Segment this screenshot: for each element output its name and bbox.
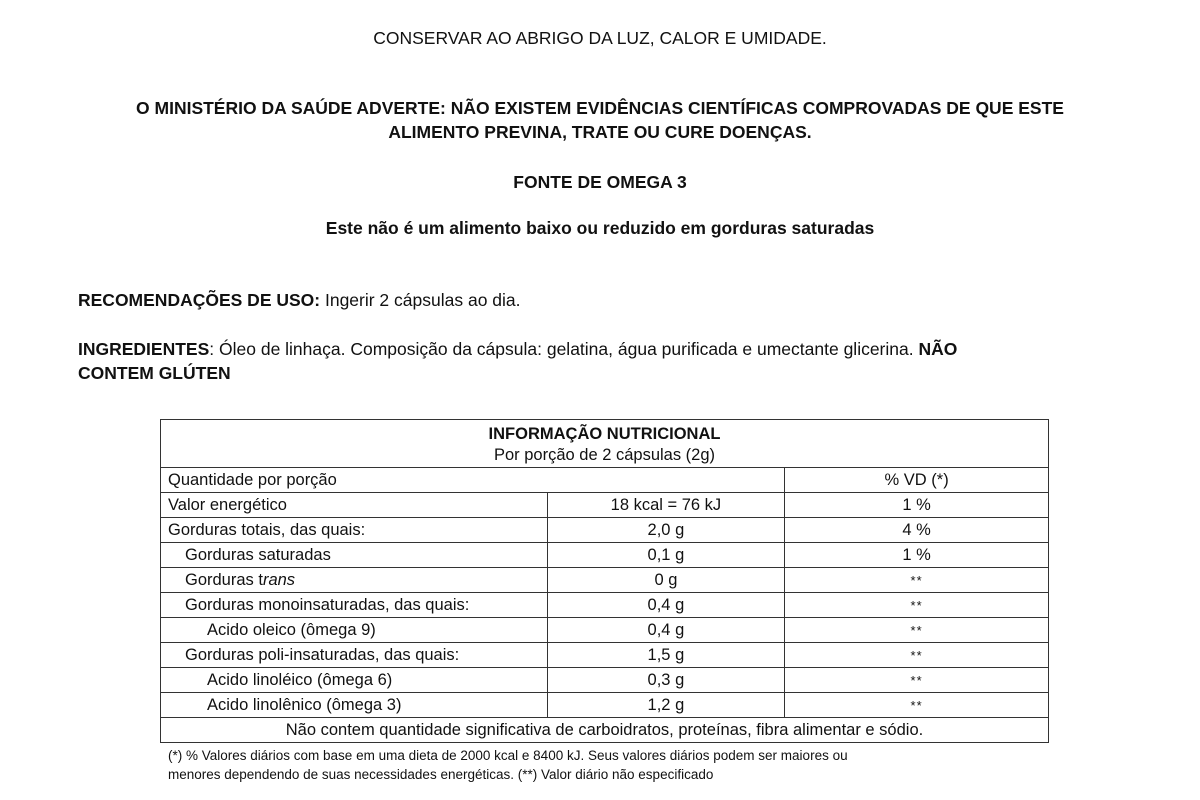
footnote-line-2: menores dependendo de suas necessidades energéticas. (**) Valor diário não especificado: [168, 767, 714, 782]
nutrient-name: Valor energético: [161, 493, 548, 518]
table-row: [161, 493, 1049, 518]
nutrient-amount: 0 g: [547, 568, 785, 593]
nutrient-name-prefix: Gorduras t: [185, 570, 263, 589]
nutrient-name: Gorduras monoinsaturadas, das quais:: [161, 593, 548, 618]
nutrient-amount: 18 kcal = 76 kJ: [547, 493, 785, 518]
nutrition-column-header-row: [161, 468, 1049, 493]
nutrient-amount: 0,1 g: [547, 543, 785, 568]
usage-text: Ingerir 2 cápsulas ao dia.: [320, 290, 521, 310]
table-row: [161, 668, 1049, 693]
table-row: [161, 643, 1049, 668]
table-row: [161, 693, 1049, 718]
nutrient-amount: 0,3 g: [547, 668, 785, 693]
nutrient-dv: **: [785, 568, 1049, 593]
table-row: [161, 593, 1049, 618]
nutrition-table-title: INFORMAÇÃO NUTRICIONAL: [488, 425, 721, 443]
table-row: [161, 568, 1049, 593]
saturated-fat-notice: Este não é um alimento baixo ou reduzido em gorduras saturadas: [325, 218, 875, 238]
nutrient-dv: **: [785, 618, 1049, 643]
column-header-quantity: Quantidade por porção: [161, 468, 785, 493]
footnote: [168, 746, 1048, 784]
nutrition-table-header-row: [161, 420, 1049, 468]
nutrient-name: Gorduras totais, das quais:: [161, 518, 548, 543]
column-header-dv: % VD (*): [785, 468, 1049, 493]
omega-claim: FONTE DE OMEGA 3: [513, 172, 687, 192]
nutrient-dv: **: [785, 693, 1049, 718]
nutrient-dv: 1 %: [785, 543, 1049, 568]
nutrient-amount: 0,4 g: [547, 593, 785, 618]
footnote-line-1: (*) % Valores diários com base em uma dieta de 2000 kcal e 8400 kJ. Seus valores diários podem ser maiores ou: [168, 748, 848, 763]
nutrition-table-portion: Por porção de 2 cápsulas (2g): [493, 446, 716, 464]
ministry-warning-line-1: O MINISTÉRIO DA SAÚDE ADVERTE: NÃO EXISTEM EVIDÊNCIAS CIENTÍFICAS COMPROVADAS DE QUE ESTE: [136, 98, 1064, 118]
nutrient-name: Acido linolênico (ômega 3): [161, 693, 548, 718]
ministry-warning: [50, 96, 1150, 144]
nutrient-name: Acido linoléico (ômega 6): [161, 668, 548, 693]
nutrient-amount: 2,0 g: [547, 518, 785, 543]
gluten-notice-start: NÃO: [918, 339, 958, 359]
usage-label: RECOMENDAÇÕES DE USO:: [78, 290, 321, 310]
nutrient-name: Gorduras poli-insaturadas, das quais:: [161, 643, 548, 668]
nutrition-bottom-note-row: [161, 718, 1049, 743]
nutrient-name: Gorduras saturadas: [161, 543, 548, 568]
usage-recommendation: [78, 288, 1138, 312]
table-row: [161, 543, 1049, 568]
nutrition-bottom-note: Não contem quantidade significativa de carboidratos, proteínas, fibra alimentar e sódio.: [161, 718, 1049, 743]
nutrient-dv: **: [785, 668, 1049, 693]
nutrient-name-italic: rans: [262, 570, 296, 589]
table-row: [161, 618, 1049, 643]
ingredients-label: INGREDIENTES: [78, 339, 210, 359]
nutrient-dv: **: [785, 593, 1049, 618]
nutrient-amount: 0,4 g: [547, 618, 785, 643]
nutrition-table-header: [161, 420, 1049, 468]
nutrient-amount: 1,2 g: [547, 693, 785, 718]
table-row: [161, 518, 1049, 543]
nutrient-dv: 1 %: [785, 493, 1049, 518]
nutrient-name: Acido oleico (ômega 9): [161, 618, 548, 643]
nutrient-name: [161, 568, 548, 593]
nutrient-amount: 1,5 g: [547, 643, 785, 668]
nutrient-dv: **: [785, 643, 1049, 668]
gluten-notice-end: CONTEM GLÚTEN: [78, 363, 231, 383]
ingredients-text: : Óleo de linhaça. Composição da cápsula: gelatina, água purificada e umectante glicerina.: [209, 339, 919, 359]
nutrient-dv: 4 %: [785, 518, 1049, 543]
ingredients-paragraph: [78, 337, 1138, 385]
nutrition-table: [160, 419, 1049, 743]
storage-notice: CONSERVAR AO ABRIGO DA LUZ, CALOR E UMIDADE.: [373, 28, 827, 48]
ministry-warning-line-2: ALIMENTO PREVINA, TRATE OU CURE DOENÇAS.: [388, 122, 812, 142]
